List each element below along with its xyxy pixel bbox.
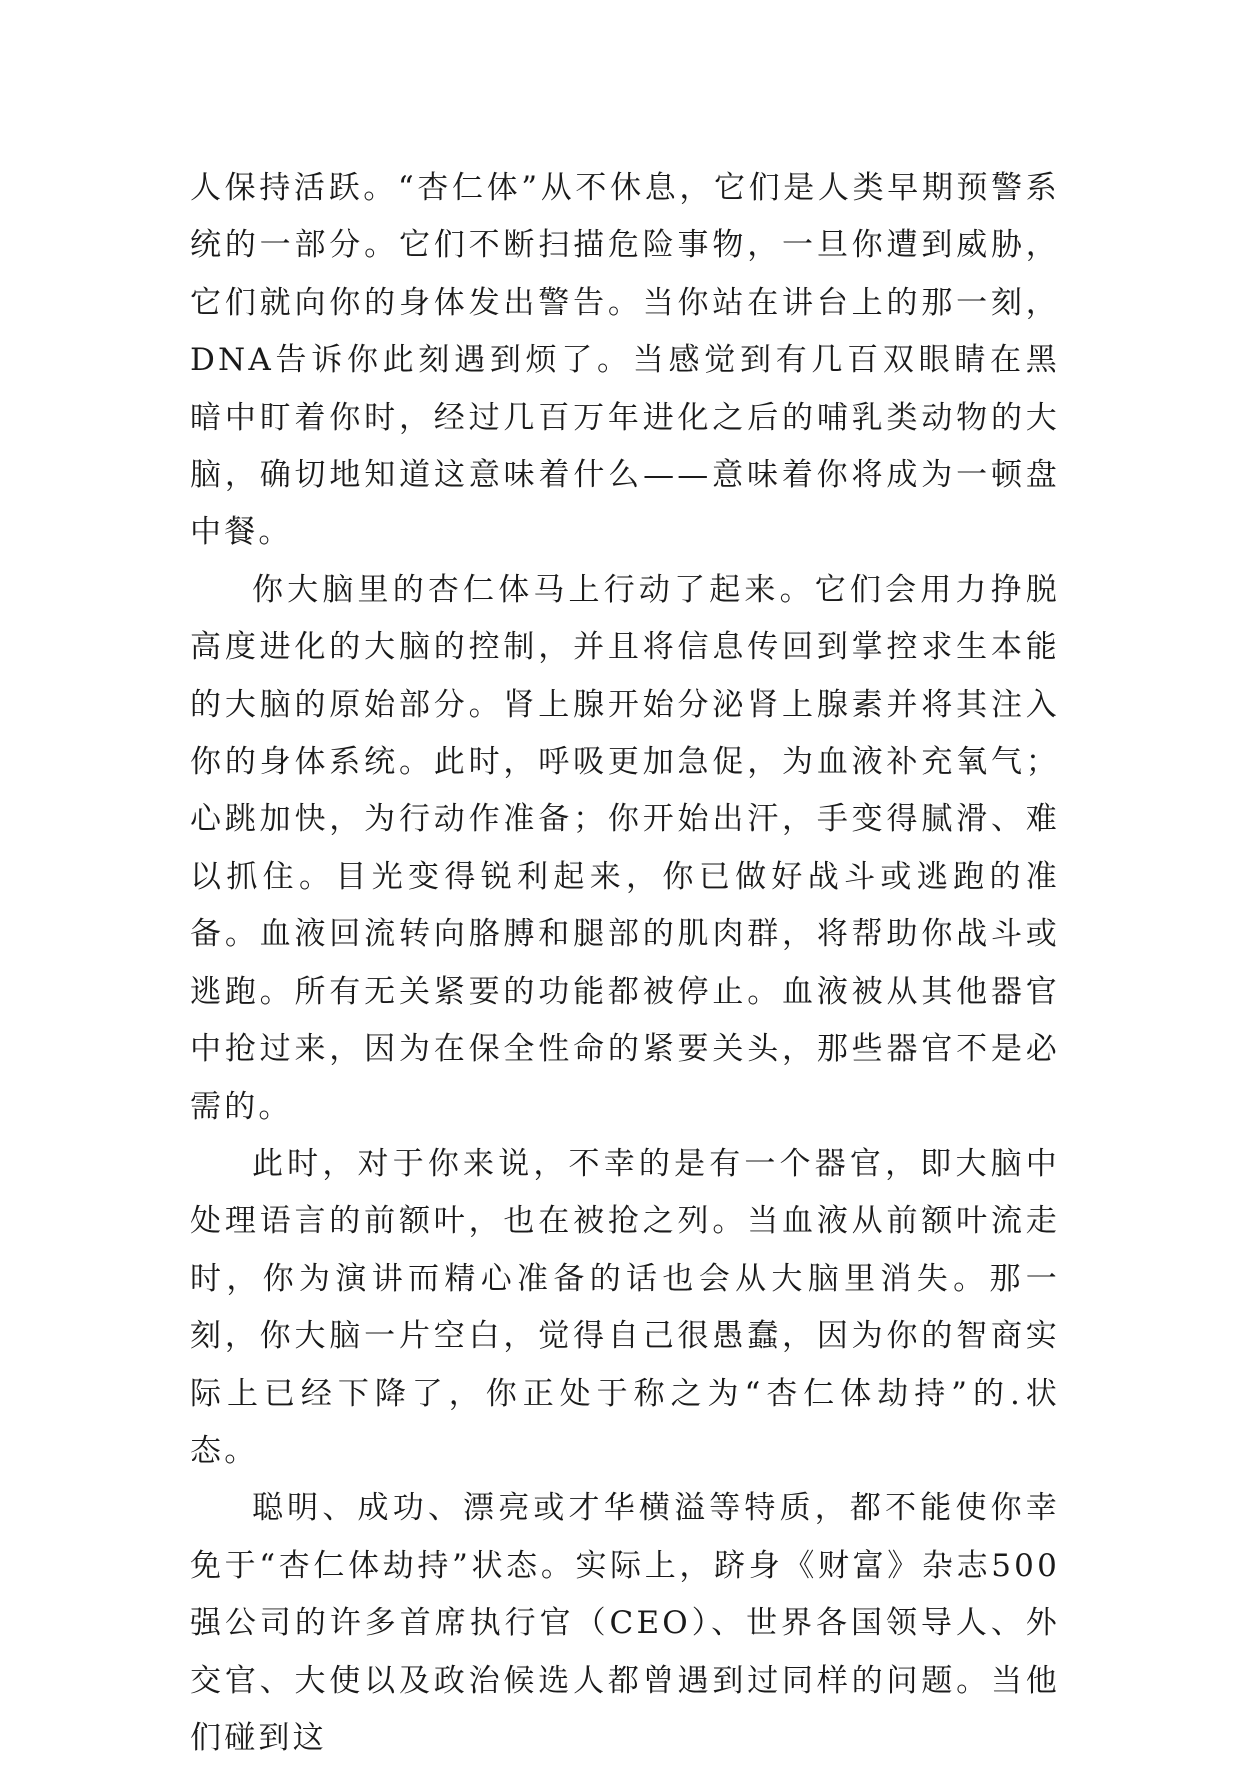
paragraph: 人保持活跃。“杏仁体”从不休息，它们是人类早期预警系统的一部分。它们不断扫描危险事物，一旦你遭到威胁，它们就向你的身体发出警告。当你站在讲台上的那一刻，DNA告诉你此刻遇到烦了。当感觉到有几百双眼睛在黑暗中盯着你时，经过几百万年进化之后的哺乳类动物的大脑，确切地知道这意味着什么——意味着你将成为一顿盘中餐。: [190, 170, 1060, 551]
paragraph: 此时，对于你来说，不幸的是有一个器官，即大脑中处理语言的前额叶，也在被抢之列。当血液从前额叶流走时，你为演讲而精心准备的话也会从大脑里消失。那一刻，你大脑一片空白，觉得自己很愚蠢，因为你的智商实际上已经下降了，你正处于称之为“杏仁体劫持”的.状态。: [190, 1145, 1060, 1469]
paragraph: 你大脑里的杏仁体马上行动了起来。它们会用力挣脱高度进化的大脑的控制，并且将信息传回到掌控求生本能的大脑的原始部分。肾上腺开始分泌肾上腺素并将其注入你的身体系统。此时，呼吸更加急促，为血液补充氧气；心跳加快，为行动作准备；你开始出汗，手变得腻滑、难以抓住。目光变得锐利起来，你已做好战斗或逃跑的准备。血液回流转向胳膊和腿部的肌肉群，将帮助你战斗或逃跑。所有无关紧要的功能都被停止。血液被从其他器官中抢过来，因为在保全性命的紧要关头，那些器官不是必需的。: [190, 571, 1060, 1125]
body-text: [190, 160, 1060, 1767]
paragraph: 聪明、成功、漂亮或才华横溢等特质，都不能使你幸免于“杏仁体劫持”状态。实际上，跻身《财富》杂志500强公司的许多首席执行官（CEO）、世界各国领导人、外交官、大使以及政治候选人都曾遇到过同样的问题。当他们碰到这: [190, 1490, 1060, 1756]
